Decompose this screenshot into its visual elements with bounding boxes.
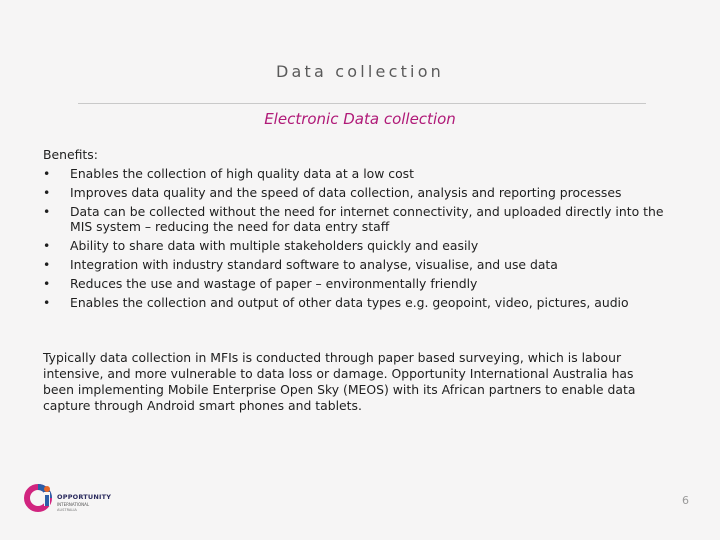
- list-item: [43, 255, 673, 274]
- list-item-text: Integration with industry standard software to analyse, visualise, and use data: [70, 257, 558, 272]
- list-item: [43, 202, 673, 236]
- bullet-icon: •: [43, 257, 51, 272]
- list-item-text: Enables the collection and output of other data types e.g. geopoint, video, pictures, audio: [70, 295, 629, 310]
- bullet-icon: •: [43, 185, 51, 200]
- bullet-icon: •: [43, 166, 51, 181]
- title-divider: [78, 103, 646, 104]
- list-item-text: Enables the collection of high quality data at a low cost: [70, 166, 414, 181]
- opportunity-logo: [24, 478, 144, 520]
- list-item-text: Reduces the use and wastage of paper – environmentally friendly: [70, 276, 478, 291]
- list-item: [43, 274, 673, 293]
- list-item: [43, 183, 673, 202]
- list-item: [43, 164, 673, 183]
- benefits-list: [43, 164, 673, 312]
- logo-name: OPPORTUNITY: [57, 493, 112, 501]
- logo-line2: INTERNATIONAL: [57, 502, 90, 507]
- bullet-icon: •: [43, 295, 51, 310]
- logo-line3: AUSTRALIA: [57, 508, 77, 512]
- benefits-heading: Benefits:: [43, 147, 98, 162]
- slide-subtitle: Electronic Data collection: [264, 110, 456, 128]
- body-paragraph: Typically data collection in MFIs is conducted through paper based surveying, which is labour intensive, and more vulnerable to data loss or damage. Opportunity International Australia has been implementing Mobile Enterprise Open Sky (MEOS) with its African partners to enable data capture through Android smart phones and tablets.: [43, 350, 636, 413]
- bullet-icon: •: [43, 204, 51, 219]
- logo-mark-icon: [24, 478, 56, 518]
- bullet-icon: •: [43, 238, 51, 253]
- bullet-icon: •: [43, 276, 51, 291]
- list-item-text: Improves data quality and the speed of data collection, analysis and reporting processes: [70, 185, 622, 200]
- slide-title: Data collection: [275, 62, 445, 81]
- page-number: 6: [682, 494, 689, 507]
- list-item: [43, 293, 673, 312]
- list-item-text: Ability to share data with multiple stakeholders quickly and easily: [70, 238, 479, 253]
- list-item: [43, 236, 673, 255]
- slide-content: [43, 145, 673, 413]
- list-item-text: Data can be collected without the need for internet connectivity, and uploaded directly into the MIS system – reducing the need for data entry staff: [70, 204, 664, 234]
